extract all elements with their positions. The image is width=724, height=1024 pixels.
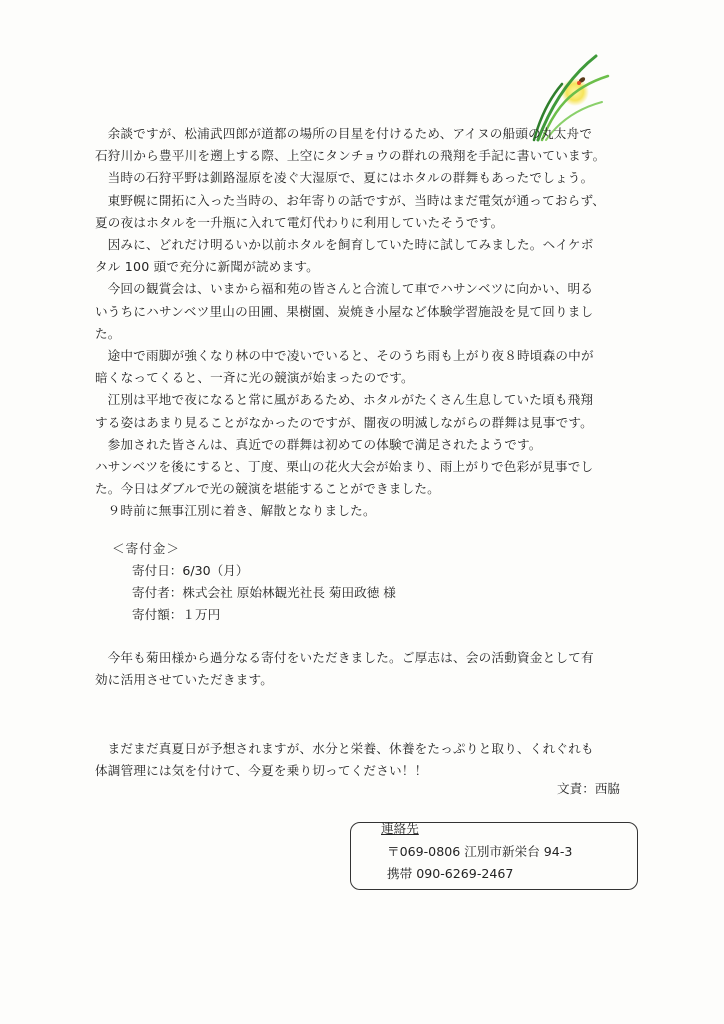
paragraph: 途中で雨脚が強くなり林の中で凌いでいると、そのうち雨も上がり夜８時頃森の中が 暗くなってくると、一斉に光の競演が始まったのです。 <box>95 348 594 386</box>
paragraph: ９時前に無事江別に着き、解散となりました。 <box>107 503 376 519</box>
contact-title: 連絡先 <box>381 821 419 836</box>
paragraph: 当時の石狩平野は釧路湿原を凌ぐ大湿原で、夏にはホタルの群舞もあったでしょう。 <box>107 170 594 186</box>
paragraph: 余談ですが、松浦武四郎が道都の場所の目星を付けるため、アイヌの船頭の丸太舟で 石狩川から豊平川を遡上する際、上空にタンチョウの群れの飛翔を手記に書いています。 <box>95 126 606 164</box>
donation-heading: ＜寄付金＞ <box>112 541 180 556</box>
paragraph: 今回の観賞会は、いまから福和苑の皆さんと合流して車でハサンベツに向かい、明る いうちにハサンベツ里山の田圃、果樹園、炭焼き小屋など体験学習施設を見て回りまし た。 <box>95 281 594 341</box>
contact-phone: 携帯 090-6269-2467 <box>387 866 514 881</box>
article-body <box>95 123 635 523</box>
contact-address: 〒069-0806 江別市新栄台 94-3 <box>387 844 573 859</box>
paragraph: 因みに、どれだけ明るいか以前ホタルを飼育していた時に試してみました。ヘイケボ タル 100 頭で充分に新聞が読めます。 <box>95 237 594 275</box>
thanks-paragraph: 今年も菊田様から過分なる寄付をいただきました。ご厚志は、会の活動資金として有 効に活用させていただきます。 <box>95 650 594 688</box>
closing-paragraph: まだまだ真夏日が予想されますが、水分と栄養、休養をたっぷりと取り、くれぐれも 体調管理には気を付けて、今夏を乗り切ってください！！ <box>95 741 594 779</box>
author-credit: 文責：西脇 <box>557 781 620 796</box>
paragraph: ハサンベツを後にすると、丁度、栗山の花火大会が始まり、雨上がりで色彩が見事でし た。今日はダブルで光の競演を堪能することができました。 <box>95 459 594 497</box>
contact-box <box>350 822 638 890</box>
paragraph: 東野幌に開拓に入った当時の、お年寄りの話ですが、当時はまだ電気が通っておらず、 夏の夜はホタルを一升瓶に入れて電灯代わりに利用していたそうです。 <box>95 192 606 230</box>
paragraph: 参加された皆さんは、真近での群舞は初めての体験で満足されたようです。 <box>107 436 542 452</box>
donation-amount: 寄付額：１万円 <box>132 607 221 622</box>
donation-donor: 寄付者：株式会社 原始林観光社長 菊田政徳 様 <box>132 585 396 600</box>
donation-date: 寄付日：6/30（月） <box>132 563 249 578</box>
donation-section <box>112 538 396 626</box>
paragraph: 江別は平地で夜になると常に風があるため、ホタルがたくさん生息していた頃も飛翔 する姿はあまり見ることがなかったのですが、闇夜の明滅しながらの群舞は見事です。 <box>95 392 594 430</box>
